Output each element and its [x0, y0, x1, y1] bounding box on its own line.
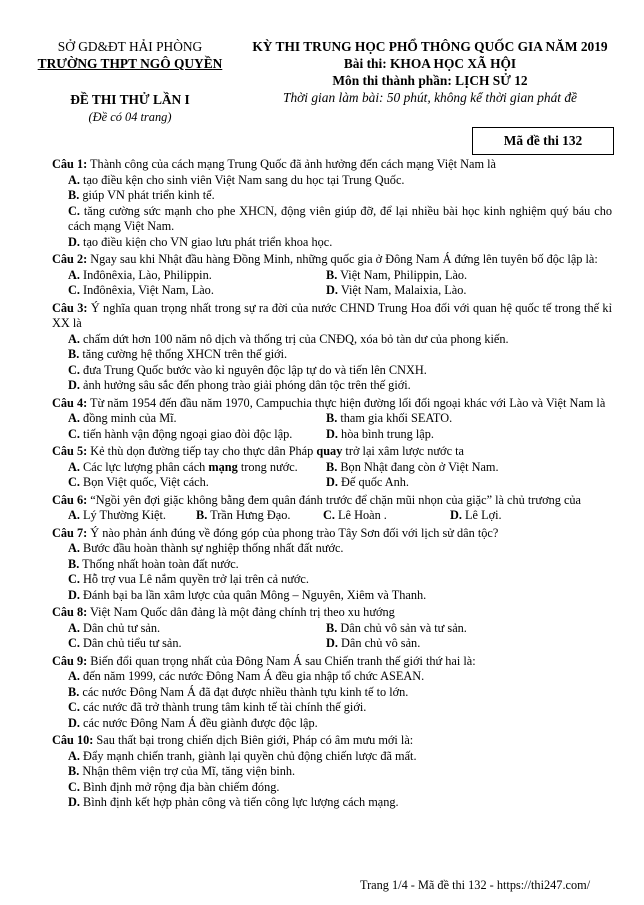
question-2	[52, 252, 612, 299]
option-key: C.	[68, 475, 80, 489]
option-text: Bọn Việt quốc, Việt cách.	[79, 475, 209, 489]
question-label: Câu 7:	[52, 525, 88, 540]
option-key: B.	[326, 459, 338, 474]
option-key: D.	[326, 475, 338, 489]
option-text: đồng minh của Mĩ.	[79, 411, 177, 425]
question-label: Câu 2:	[52, 252, 88, 266]
option-key: C.	[68, 779, 80, 794]
page-footer: Trang 1/4 - Mã đề thi 132 - https://thi247.com/	[360, 878, 591, 892]
question-label: Câu 10:	[52, 733, 94, 747]
option-text: Các lực lượng phân cách	[79, 459, 209, 474]
option-text: giúp VN phát triển kinh tế.	[79, 188, 215, 202]
option-text: Việt Nam, Philippin, Lào.	[337, 267, 468, 282]
option-text-end: trong nước.	[237, 459, 298, 474]
question-stem: Việt Nam Quốc dân đảng là một đảng chính trị theo xu hướng	[87, 605, 395, 619]
option-text: hòa bình trung lập.	[337, 426, 434, 441]
option-text: Dân chủ vô sản.	[337, 636, 421, 650]
page-count-note: (Đề có 04 trang)	[88, 110, 172, 124]
option-key: C.	[68, 283, 80, 297]
option-text: Lý Thường Kiệt.	[79, 508, 166, 522]
question-7	[52, 526, 612, 604]
option-text: Lê Lợi.	[461, 508, 502, 522]
department-name: SỞ GD&ĐT HẢI PHÒNG	[57, 39, 203, 54]
question-stem: Từ năm 1954 đến đầu năm 1970, Campuchia thực hiện đường lối đối ngoại khác với Lào và Việt Nam là	[87, 395, 606, 410]
option-key: B.	[326, 620, 338, 635]
question-stem-end: trở lại xâm lược nước ta	[342, 444, 464, 458]
option-key: C.	[68, 362, 80, 377]
option-key: D.	[68, 234, 80, 249]
option-text: tham gia khối SEATO.	[337, 411, 453, 425]
option-text: Inđônêxia, Việt Nam, Lào.	[79, 283, 214, 297]
question-10	[52, 733, 612, 811]
question-label: Câu 3:	[52, 300, 88, 315]
option-text: đến năm 1999, các nước Đông Nam Á đều gia nhập tổ chức ASEAN.	[79, 669, 425, 683]
option-text: Dân chủ vô sản và tư sản.	[337, 620, 467, 635]
option-text: tạo điều kiện cho VN giao lưu phát triển khoa học.	[79, 234, 333, 249]
option-key: A.	[68, 411, 80, 425]
option-key: A.	[68, 541, 80, 555]
option-text-bold: mạng	[208, 459, 238, 474]
question-stem: Kẻ thù dọn đường tiếp tay cho thực dân Pháp	[87, 444, 317, 458]
option-key: D.	[68, 715, 80, 730]
option-key: D.	[326, 426, 338, 441]
option-text: Dân chủ tư sản.	[79, 620, 161, 635]
option-key: B.	[68, 188, 80, 202]
option-key: B.	[68, 764, 80, 778]
option-text: Dân chủ tiểu tư sản.	[79, 636, 182, 650]
option-key: C.	[323, 508, 335, 522]
question-label: Câu 5:	[52, 444, 88, 458]
questions-list	[52, 157, 612, 813]
school-name: TRƯỜNG THPT NGÔ QUYỀN	[37, 56, 223, 71]
time-limit: Thời gian làm bài: 50 phút, không kể thời gian phát đề	[283, 90, 577, 105]
option-text: Lê Hoàn .	[334, 508, 387, 522]
option-text: Thống nhất hoàn toàn đất nước.	[79, 556, 239, 571]
question-1	[52, 157, 612, 250]
option-text: các nước Đông Nam Á đã đạt được nhiều thành tựu kinh tế to lớn.	[79, 684, 409, 699]
option-text: tạo điều kện cho sinh viên Việt Nam sang du học tại Trung Quốc.	[79, 172, 405, 187]
option-key: A.	[68, 459, 80, 474]
question-3	[52, 301, 612, 394]
option-key: C.	[68, 426, 80, 441]
option-text: ảnh hưởng sâu sắc đến phong trào giải phóng dân tộc trên thế giới.	[79, 378, 411, 392]
option-key: A.	[68, 508, 80, 522]
option-key: A.	[68, 172, 80, 187]
question-label: Câu 9:	[52, 653, 88, 668]
option-text: Đế quốc Anh.	[337, 475, 410, 489]
option-text: tiến hành vận động ngoại giao đòi độc lập.	[79, 426, 293, 441]
option-key: C.	[68, 700, 80, 714]
option-key: D.	[68, 795, 80, 809]
question-8	[52, 605, 612, 652]
option-key: B.	[68, 347, 80, 361]
option-text: các nước Đông Nam Á đều giành được độc lập.	[79, 715, 318, 730]
option-key: D.	[326, 636, 338, 650]
question-4	[52, 396, 612, 443]
question-stem: “Ngồi yên đợi giặc không bằng đem quân đánh trước để chặn mũi nhọn của giặc” là chủ trương của	[87, 492, 582, 507]
option-key: B.	[196, 508, 208, 522]
option-key: D.	[68, 378, 80, 392]
question-stem: Sau thất bại trong chiến dịch Biên giới, Pháp có âm mưu mới là:	[93, 733, 414, 747]
option-text: Đẩy mạnh chiến tranh, giành lại quyền chủ động chiến lược đã mất.	[79, 748, 417, 763]
option-text: Nhận thêm viện trợ của Mĩ, tăng viện binh.	[79, 764, 296, 778]
option-text: Bình định kết hợp phản công và tiến công lực lượng cách mạng.	[79, 795, 399, 809]
option-key: A.	[68, 331, 80, 346]
option-key: B.	[326, 267, 338, 282]
option-key: B.	[68, 684, 80, 699]
question-5	[52, 444, 612, 491]
option-text: Inđônêxia, Lào, Philippin.	[79, 267, 212, 282]
question-label: Câu 8:	[52, 605, 88, 619]
question-stem: Ngay sau khi Nhật đầu hàng Đồng Minh, những quốc gia ở Đông Nam Á đứng lên tuyên bố độc lập là:	[87, 252, 598, 266]
question-stem: Ý nào phản ánh đúng về đóng góp của phong trào Tây Sơn đối với lịch sử dân tộc?	[87, 525, 499, 540]
option-key: B.	[326, 411, 338, 425]
trial-exam-title: ĐỀ THI THỬ LẦN I	[70, 92, 190, 107]
option-key: D.	[68, 587, 80, 602]
option-text: tăng cường sức mạnh cho phe XHCN, động viên giúp đỡ, để lại nhiều bài học kinh nghiệm quý báu cho cách mạng Việt Nam.	[68, 203, 612, 233]
option-key: A.	[68, 620, 80, 635]
option-key: A.	[68, 748, 80, 763]
option-key: C.	[68, 636, 80, 650]
question-label: Câu 1:	[52, 157, 88, 171]
option-text: Bọn Nhật đang còn ở Việt Nam.	[337, 459, 499, 474]
option-text: các nước đã trở thành trung tâm kinh tế tài chính thế giới.	[79, 700, 367, 714]
question-stem: Biến đổi quan trọng nhất của Đông Nam Á sau Chiến tranh thế giới thứ hai là:	[87, 653, 476, 668]
option-text: Trần Hưng Đạo.	[207, 508, 291, 522]
exam-code-box: Mã đề thi 132	[472, 127, 614, 155]
option-text: đưa Trung Quốc bước vào kỉ nguyên độc lập tự do và tiến lên CNXH.	[79, 362, 427, 377]
question-label: Câu 6:	[52, 492, 88, 507]
option-key: C.	[68, 203, 80, 218]
question-label: Câu 4:	[52, 395, 88, 410]
subject-group: Bài thi: KHOA HỌC XÃ HỘI	[343, 56, 517, 71]
option-key: A.	[68, 669, 80, 683]
option-key: C.	[68, 572, 80, 586]
question-stem-bold: quay	[316, 444, 343, 458]
option-text: Đánh bại ba lần xâm lược của quân Mông – Nguyên, Xiêm và Thanh.	[79, 587, 427, 602]
question-9	[52, 654, 612, 732]
option-key: B.	[68, 556, 80, 571]
option-key: D.	[450, 508, 462, 522]
option-key: A.	[68, 267, 80, 282]
option-text: chấm dứt hơn 100 năm nô dịch và thống trị của CNĐQ, xóa bỏ tàn dư của phong kiến.	[79, 331, 509, 346]
question-6	[52, 493, 612, 524]
option-text: Bình định mở rộng địa bàn chiếm đóng.	[79, 779, 280, 794]
option-text: tăng cường hệ thống XHCN trên thế giới.	[79, 347, 288, 361]
option-text: Việt Nam, Malaixia, Lào.	[337, 283, 467, 297]
question-stem: Ý nghĩa quan trọng nhất trong sự ra đời của nước CHND Trung Hoa đối với quan hệ quốc tế trong thế kỉ XX là	[52, 300, 612, 330]
option-key: D.	[326, 283, 338, 297]
question-stem: Thành công của cách mạng Trung Quốc đã ảnh hưởng đến cách mạng Việt Nam là	[87, 157, 496, 171]
option-text: Bước đầu hoàn thành sự nghiệp thống nhất đất nước.	[79, 541, 344, 555]
option-text: Hỗ trợ vua Lê nắm quyền trở lại trên cả nước.	[79, 572, 309, 586]
exam-name: KỲ THI TRUNG HỌC PHỔ THÔNG QUỐC GIA NĂM 2019	[252, 39, 608, 54]
subject-name: Môn thi thành phần: LỊCH SỬ 12	[332, 73, 528, 88]
